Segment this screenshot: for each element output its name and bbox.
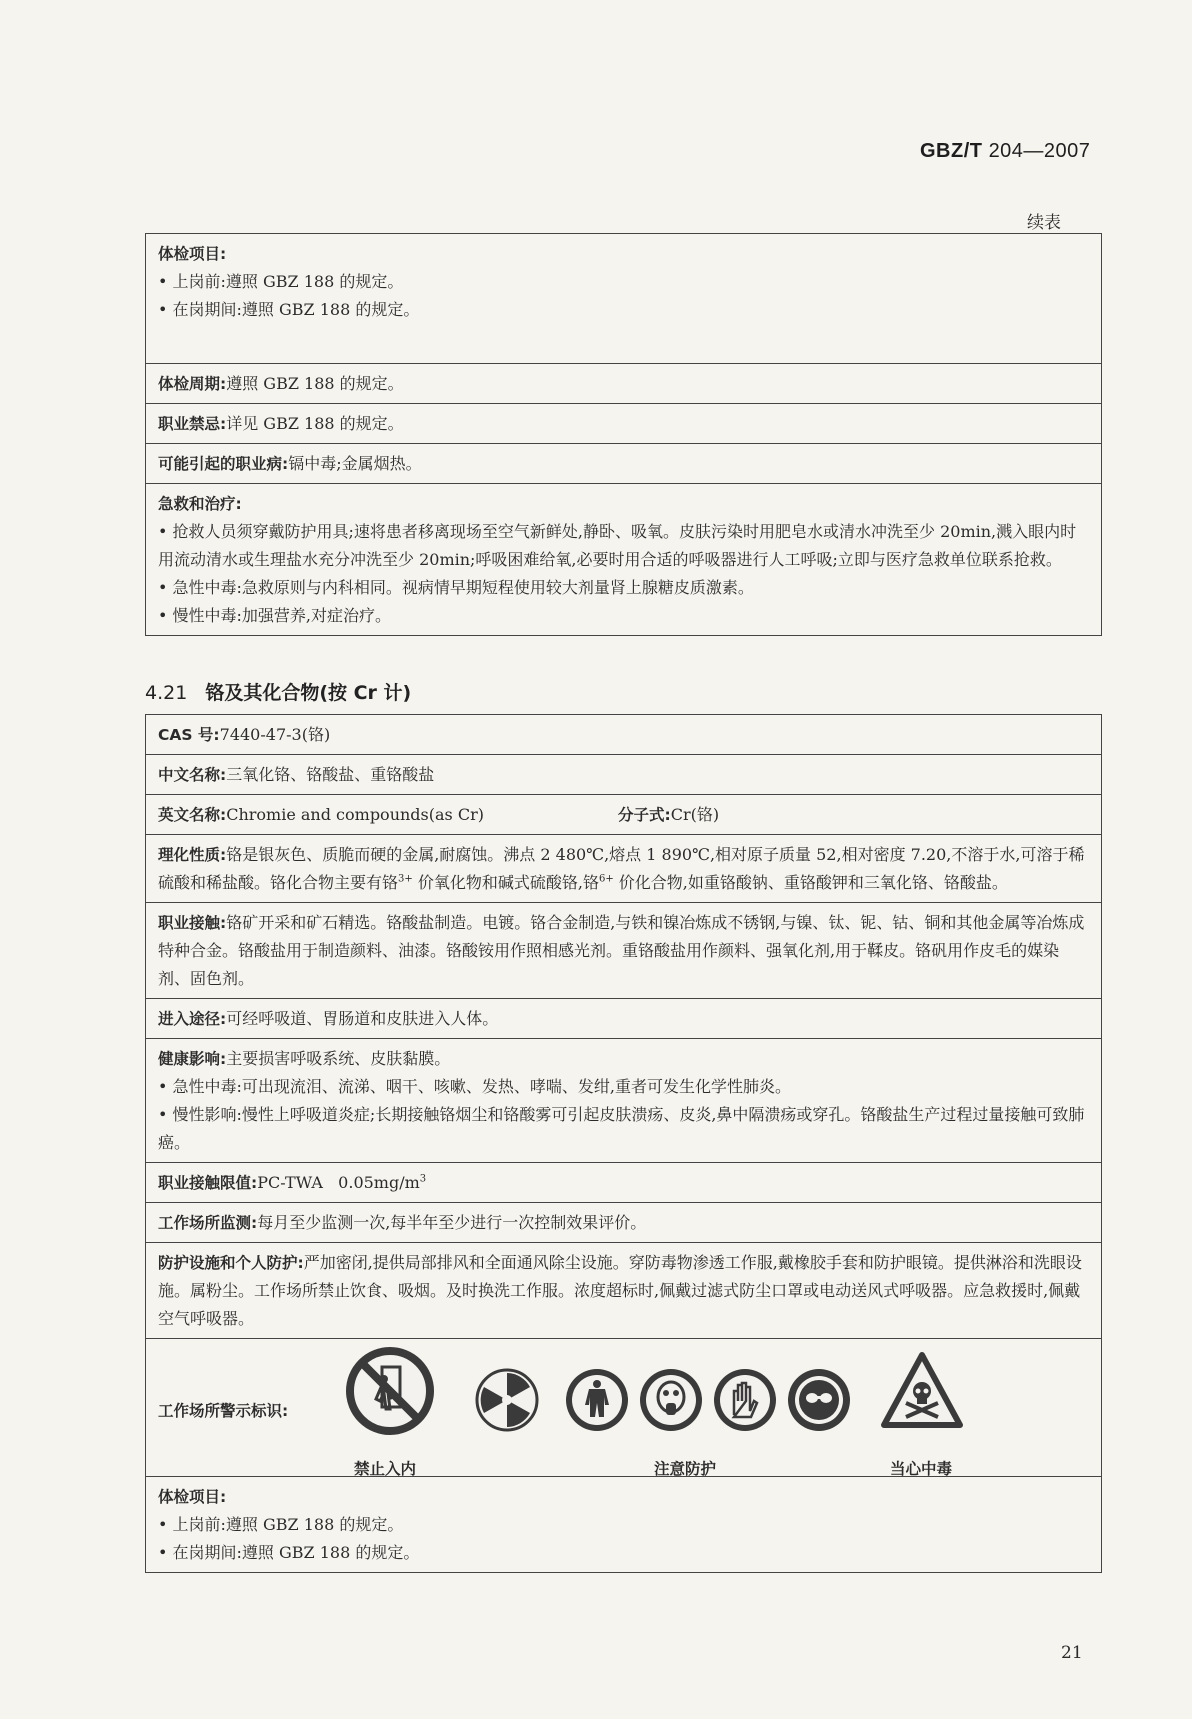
formula [618,801,719,829]
route-label: 进入途径: [158,1010,227,1028]
first-aid-label: 急救和治疗: [158,495,242,513]
route-row [146,999,1102,1039]
exam-item: • 在岗期间:遵照 GBZ 188 的规定。 [158,1539,1090,1567]
monitoring-value: 每月至少监测一次,每半年至少进行一次控制效果评价。 [257,1213,647,1232]
contraindication-value: 详见 GBZ 188 的规定。 [226,414,404,433]
oel-row [146,1163,1102,1203]
first-aid-item: • 急性中毒:急救原则与内科相同。视病情早期短程使用较大剂量肾上腺糖皮质激素。 [158,574,1090,602]
poison-caption: 当心中毒 [890,1460,953,1478]
section-title: 铬及其化合物(按 Cr 计) [205,682,412,704]
exam-items-row-2 [146,1477,1102,1573]
cn-name-value: 三氧化铬、铬酸盐、重铬酸盐 [226,765,435,784]
section-heading [145,678,411,705]
monitoring-label: 工作场所监测: [158,1214,258,1232]
properties-text: 价化合物,如重铬酸钠、重铬酸钾和三氧化铬、铬酸盐。 [613,873,1008,892]
exam-items-cell [146,234,1102,364]
cn-name-label: 中文名称: [158,766,227,784]
ventilation-fan-icon [474,1367,540,1433]
protection-label: 防护设施和个人防护: [158,1254,304,1272]
standard-number: 204—2007 [988,140,1091,162]
exposure-row [146,903,1102,999]
cas-row [146,715,1102,755]
exam-items-row [146,234,1102,364]
properties-text: 价氧化物和碱式硫酸铬,铬 [412,873,599,892]
oel-label: 职业接触限值: [158,1174,258,1192]
warning-signs [158,1345,1090,1478]
formula-value: Cr(铬) [670,805,720,824]
exam-item: • 上岗前:遵照 GBZ 188 的规定。 [158,268,1090,296]
diseases-row [146,444,1102,484]
health-item: • 慢性影响:慢性上呼吸道炎症;长期接触铬烟尘和铬酸雾可引起皮肤溃疡、皮炎,鼻中隔溃疡或穿孔。铬酸盐生产过程过量接触可致肺癌。 [158,1101,1090,1157]
exam-period-label: 体检周期: [158,375,227,393]
diseases-value: 镉中毒;金属烟热。 [288,454,422,473]
warning-signs-label: 工作场所警示标识: [158,1402,289,1420]
health-value: 主要损害呼吸系统、皮肤黏膜。 [226,1049,451,1068]
chromium-table [145,714,1102,1573]
goggles-icon [786,1367,852,1433]
exam-items-label: 体检项目: [158,1488,227,1506]
protective-suit-icon [564,1367,630,1433]
exposure-value: 铬矿开采和矿石精选。铬酸盐制造。电镀。铬合金制造,与铁和镍冶炼成不锈钢,与镍、钛、铌、钴、铜和其他金属等冶炼成特种合金。铬酸盐用于制造颜料、油漆。铬酸铵用作照相感光剂。重铬酸盐用作颜料、强氧化剂,用于鞣皮。铬矾用作皮毛的媒染剂、固色剂。 [158,913,1085,988]
cas-value: 7440-47-3(铬) [219,725,331,744]
no-entry-sign-icon [346,1347,434,1435]
standard-prefix: GBZ/T [920,140,983,162]
en-name-value: Chromie and compounds(as Cr) [226,805,484,824]
exposure-label: 职业接触: [158,914,227,932]
warning-signs-row [146,1339,1102,1477]
valence-superscript: 6+ [598,873,614,885]
protect-caption: 注意防护 [654,1460,717,1478]
cas-label: CAS 号: [158,726,220,744]
health-row [146,1039,1102,1163]
exam-item: • 上岗前:遵照 GBZ 188 的规定。 [158,1511,1090,1539]
exam-items-label: 体检项目: [158,245,227,263]
continued-label: 续表 [1027,213,1061,233]
first-aid-item: • 抢救人员须穿戴防护用具;速将患者移离现场至空气新鲜处,静卧、吸氧。皮肤污染时用肥皂水或清水冲洗至少 20min,溅入眼内时用流动清水或生理盐水充分冲洗至少 20min;呼吸困难给氧,必要时用合适的呼吸器进行人工呼吸;立即与医疗急救单位联系抢救。 [158,518,1090,574]
oel-superscript: 3 [419,1173,427,1185]
properties-label: 理化性质: [158,846,227,864]
oel-value: PC-TWA 0.05mg/m [257,1173,420,1192]
contraindication-row [146,404,1102,444]
health-item: • 急性中毒:可出现流泪、流涕、咽干、咳嗽、发热、哮喘、发绀,重者可发生化学性肺炎。 [158,1073,1090,1101]
monitoring-row [146,1203,1102,1243]
no-entry-caption: 禁止入内 [354,1460,417,1478]
properties-text: 铬是银灰色、质脆而硬的金属,耐腐蚀。沸点 2 480℃,熔点 1 890℃,相对原子质量 52,相对密度 7.20,不溶于水,可溶于稀硫酸和稀盐酸。铬化合物主要有铬 [158,845,1085,892]
continued-table [145,233,1102,636]
health-label: 健康影响: [158,1050,227,1068]
cn-name-row [146,755,1102,795]
protection-value: 严加密闭,提供局部排风和全面通风除尘设施。穿防毒物渗透工作服,戴橡胶手套和防护眼镜。提供淋浴和洗眼设施。属粉尘。工作场所禁止饮食、吸烟。及时换洗工作服。浓度超标时,佩戴过滤式防尘口罩或电动送风式呼吸器。应急救援时,佩戴空气呼吸器。 [158,1253,1082,1328]
route-value: 可经呼吸道、胃肠道和皮肤进入人体。 [226,1009,499,1028]
diseases-label: 可能引起的职业病: [158,455,289,473]
contraindication-label: 职业禁忌: [158,415,227,433]
standard-code [920,140,1090,163]
page-number: 21 [1061,1643,1083,1663]
en-name-label: 英文名称: [158,806,227,824]
exam-item: • 在岗期间:遵照 GBZ 188 的规定。 [158,296,1090,324]
section-number: 4.21 [145,682,188,704]
exam-period-row [146,364,1102,404]
formula-label: 分子式: [618,806,671,824]
gas-mask-icon [638,1367,704,1433]
properties-row [146,835,1102,903]
exam-period-value: 遵照 GBZ 188 的规定。 [226,374,404,393]
first-aid-row [146,484,1102,636]
gloves-icon [712,1367,778,1433]
first-aid-item: • 慢性中毒:加强营养,对症治疗。 [158,602,1090,630]
valence-superscript: 3+ [398,873,413,885]
poison-warning-icon [880,1351,964,1431]
protection-row [146,1243,1102,1339]
en-name-row [146,795,1102,835]
